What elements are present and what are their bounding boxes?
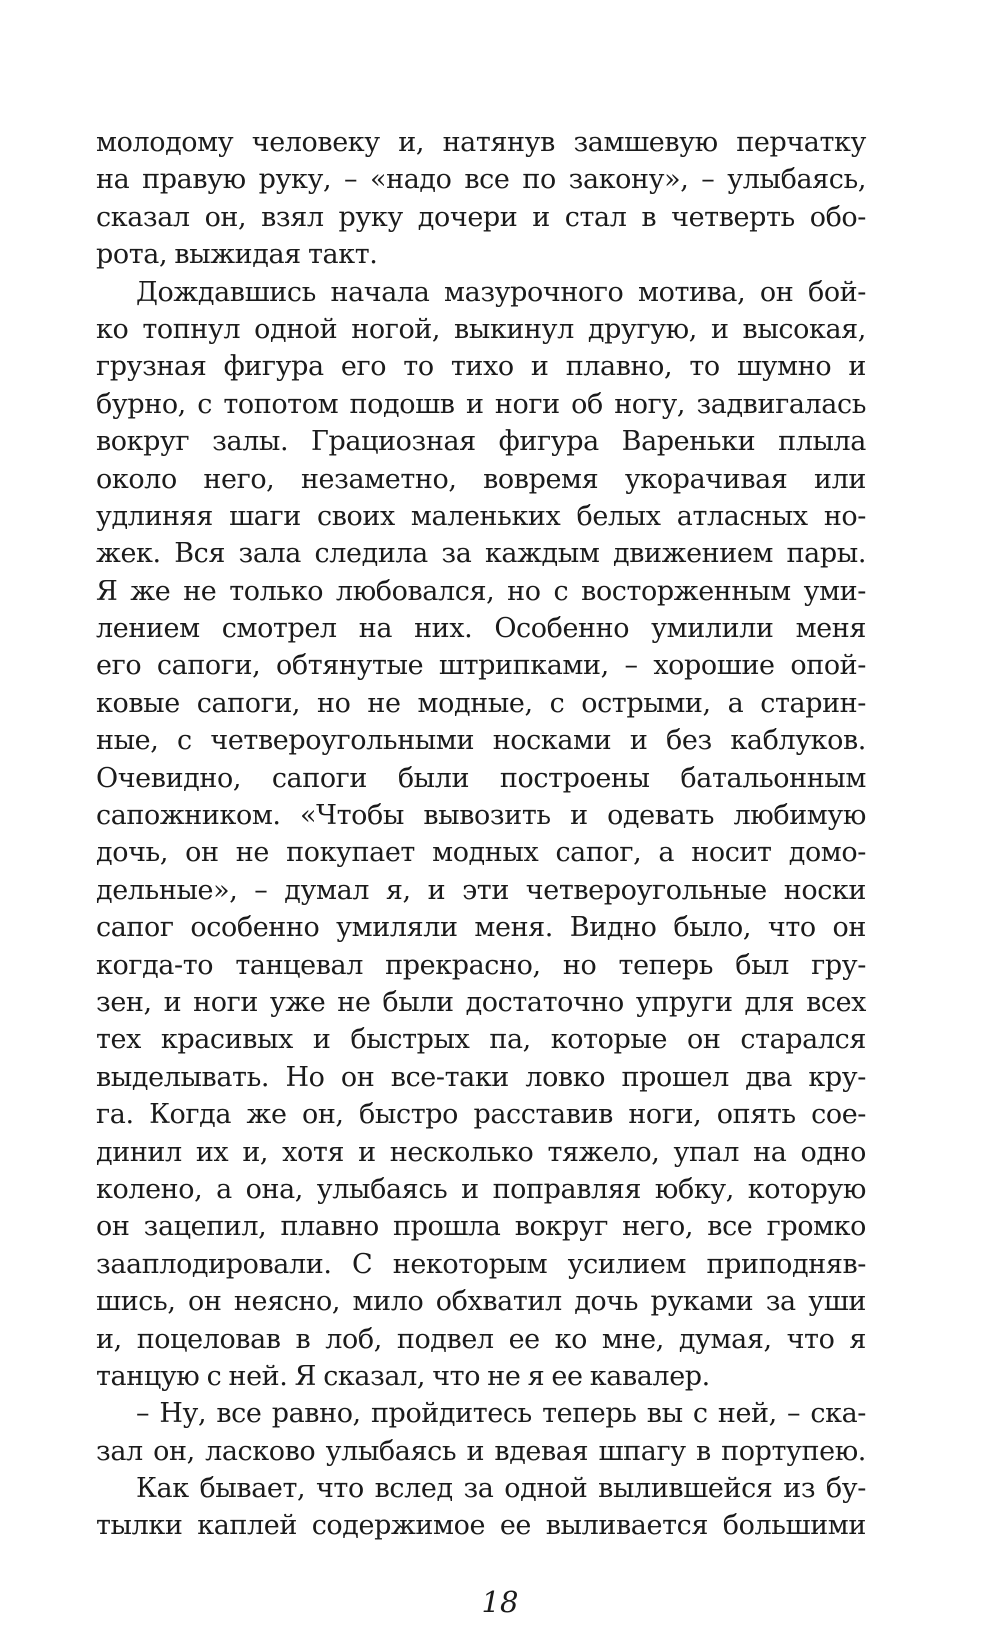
text-line: динил их и, хотя и несколько тяжело, упал на одно [96, 1136, 866, 1168]
text-line: сапожником. «Чтобы вывозить и одевать любимую [96, 800, 866, 832]
text-line: вокруг залы. Грациозная фигура Вареньки плыла [96, 426, 866, 458]
text-line: тех красивых и быстрых па, которые он старался [96, 1024, 866, 1056]
text-line: дочь, он не покупает модных сапог, а носит домо- [96, 837, 866, 869]
text-line: грузная фигура его то тихо и плавно, то шумно и [96, 351, 866, 383]
body-text [96, 124, 866, 1545]
text-line: сказал он, взял руку дочери и стал в четверть обо- [96, 201, 866, 233]
text-line: Очевидно, сапоги были построены батальонным [96, 762, 866, 794]
text-line: его сапоги, обтянутые штрипками, – хорошие опой- [96, 650, 866, 682]
text-line: колено, а она, улыбаясь и поправляя юбку, которую [96, 1173, 866, 1205]
text-line: – Ну, все равно, пройдитесь теперь вы с ней, – ска- [136, 1398, 866, 1430]
text-line: Дождавшись начала мазурочного мотива, он бой- [136, 276, 866, 308]
text-line: ко топнул одной ногой, выкинул другую, и высокая, [96, 313, 866, 345]
text-line: шись, он неясно, мило обхватил дочь руками за уши [96, 1286, 866, 1318]
text-line: Я же не только любовался, но с восторженным уми- [96, 575, 866, 607]
text-line: зал он, ласково улыбаясь и вдевая шпагу в портупею. [96, 1435, 866, 1467]
text-line: и, поцеловав в лоб, подвел ее ко мне, думая, что я [96, 1323, 866, 1355]
text-line: жек. Вся зала следила за каждым движением пары. [96, 538, 866, 570]
text-line: когда-то танцевал прекрасно, но теперь был гру- [96, 949, 866, 981]
text-line: зааплодировали. С некоторым усилием приподняв- [96, 1248, 866, 1280]
text-line: танцую с ней. Я сказал, что не я ее кавалер. [96, 1360, 710, 1392]
page-number: 18 [481, 1585, 519, 1619]
text-line: молодому человеку и, натянув замшевую перчатку [96, 127, 866, 158]
text-line: сапог особенно умиляли меня. Видно было, что он [96, 912, 866, 944]
text-line: Как бывает, что вслед за одной вылившейся из бу- [136, 1473, 866, 1505]
text-line: на правую руку, – «надо все по закону», – улыбаясь, [96, 164, 866, 196]
text-line: рота, выжидая такт. [96, 239, 378, 271]
text-line: лением смотрел на них. Особенно умилили меня [96, 613, 866, 645]
text-line: дельные», – думал я, и эти четвероугольные носки [96, 874, 866, 906]
text-line: удлиняя шаги своих маленьких белых атласных но- [96, 500, 866, 532]
text-line: зен, и ноги уже не были достаточно упруги для всех [96, 986, 866, 1018]
text-line: выделывать. Но он все-таки ловко прошел два кру- [96, 1061, 866, 1093]
text-line: га. Когда же он, быстро расставив ноги, опять сое- [96, 1099, 866, 1131]
text-line: бурно, с топотом подошв и ноги об ногу, задвигалась [96, 388, 866, 420]
text-line: около него, незаметно, вовремя укорачивая или [96, 463, 866, 495]
text-line: ные, с четвероугольными носками и без каблуков. [96, 725, 866, 757]
text-line: он зацепил, плавно прошла вокруг него, все громко [96, 1211, 866, 1243]
text-line: тылки каплей содержимое ее выливается большими [96, 1510, 866, 1542]
text-line: ковые сапоги, но не модные, с острыми, а старин- [96, 687, 866, 719]
